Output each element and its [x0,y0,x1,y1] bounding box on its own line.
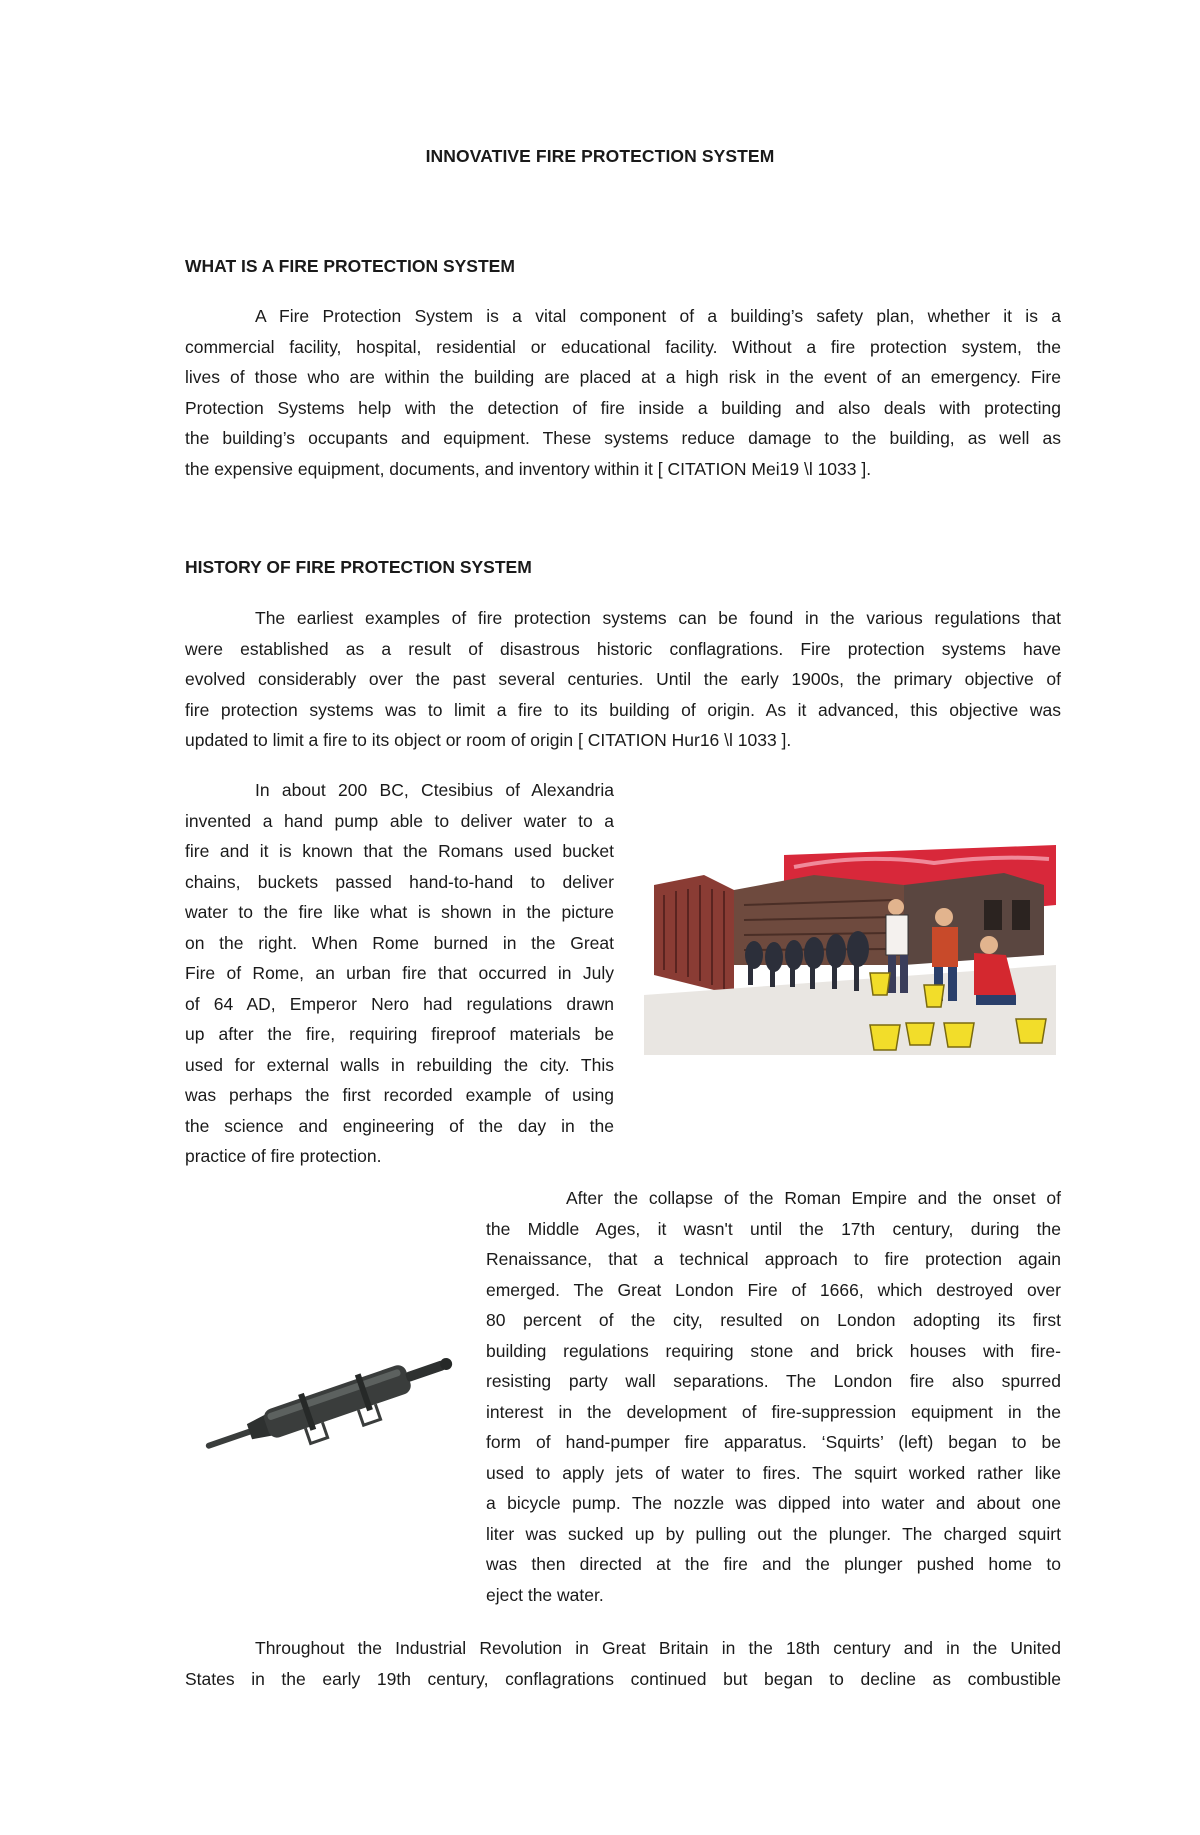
crouching-worker [974,953,1016,995]
text-line: on the right. When Rome burned in the Great [185,932,614,953]
worker-leg [900,955,908,993]
paragraph-renaissance [486,1183,1061,1610]
text-line: chains, buckets passed hand-to-hand to deliver [185,871,614,892]
text-line: Fire of Rome, an urban fire that occurred in July [185,963,614,983]
bucket-chain-illustration [644,845,1056,1055]
text-line: The earliest examples of fire protection systems can be found in the various regulations that [255,608,1061,628]
text-line: In about 200 BC, Ctesibius of Alexandria [255,780,614,800]
text-line: form of hand-pumper fire apparatus. ‘Squirts’ (left) began to be [486,1432,1061,1452]
squirt-svg [195,1350,460,1460]
squirt-plunger [405,1360,446,1382]
section-heading-history: HISTORY OF FIRE PROTECTION SYSTEM [185,557,532,577]
text-line: commercial facility, hospital, residential or educational facility. Without a fire protection system, the [185,336,1061,357]
section-heading-what-is: WHAT IS A FIRE PROTECTION SYSTEM [185,256,515,276]
text-line: A Fire Protection System is a vital component of a building’s safety plan, whether it is a [255,306,1061,326]
text-line: were established as a result of disastrous historic conflagrations. Fire protection systems have [185,638,1061,659]
text-line: of 64 AD, Emperor Nero had regulations drawn [185,993,614,1014]
worker-shirt [932,927,958,967]
left-building [654,875,734,995]
text-line: liter was sucked up by pulling out the plunger. The charged squirt [486,1523,1061,1544]
text-line: fire and it is known that the Romans used bucket [185,841,614,861]
head [888,899,904,915]
text-line: the Middle Ages, it wasn't until the 17th century, during the [486,1218,1061,1239]
text-line: lives of those who are within the building are placed at a high risk in the event of an emergency. Fire [185,367,1061,387]
text-line: building regulations requiring stone and brick houses with fire- [486,1340,1061,1361]
text-line: updated to limit a fire to its object or room of origin [ CITATION Hur16 \l 1033 ]. [185,730,792,750]
text-line: interest in the development of fire-suppression equipment in the [486,1401,1061,1422]
worker-shirt [886,915,908,955]
squirt-pump-image [195,1350,460,1460]
paragraph-definition [185,301,1061,484]
head [935,908,953,926]
paragraph-industrial [185,1633,1061,1694]
head [980,936,998,954]
text-line: invented a hand pump able to deliver water to a [185,810,614,831]
text-line: was perhaps the first recorded example of using [185,1085,614,1105]
text-line: emerged. The Great London Fire of 1666, which destroyed over [486,1279,1061,1300]
paragraph-ancient [185,775,614,1172]
text-line: water to the fire like what is shown in the picture [185,902,614,922]
bucket-chain-svg [644,845,1056,1055]
window [1012,900,1030,930]
text-line: Renaissance, that a technical approach to fire protection again [486,1249,1061,1269]
text-line: 80 percent of the city, resulted on London adopting its first [486,1310,1061,1330]
worker-leg [948,967,957,1001]
text-line: was then directed at the fire and the plunger pushed home to [486,1554,1061,1574]
page-title: INNOVATIVE FIRE PROTECTION SYSTEM [425,146,775,166]
text-line: used for external walls in rebuilding the city. This [185,1054,614,1075]
text-line: the building’s occupants and equipment. These systems reduce damage to the building, as well as [185,428,1061,448]
text-line: fire protection systems was to limit a fire to its building of origin. As it advanced, this objective was [185,699,1061,720]
squirt-nozzle [205,1428,254,1450]
text-line: Protection Systems help with the detection of fire inside a building and also deals with protecting [185,397,1061,418]
text-line: eject the water. [486,1584,604,1605]
text-line: resisting party wall separations. The London fire also spurred [486,1371,1061,1391]
text-line: States in the early 19th century, conflagrations continued but began to decline as combustible [185,1668,1061,1689]
paragraph-history-intro [185,603,1061,756]
text-line: After the collapse of the Roman Empire and the onset of [566,1188,1061,1208]
text-line: the science and engineering of the day in the [185,1115,614,1136]
text-line: the expensive equipment, documents, and inventory within it [ CITATION Mei19 \l 1033 ]. [185,458,872,479]
text-line: Throughout the Industrial Revolution in Great Britain in the 18th century and in the United [255,1638,1061,1658]
text-line: used to apply jets of water to fires. The squirt worked rather like [486,1462,1061,1483]
text-line: up after the fire, requiring fireproof materials be [185,1024,614,1044]
text-line: evolved considerably over the past several centuries. Until the early 1900s, the primary objective of [185,669,1061,689]
worker-leg [976,995,1016,1005]
text-line: practice of fire protection. [185,1146,382,1166]
window [984,900,1002,930]
text-line: a bicycle pump. The nozzle was dipped into water and about one [486,1493,1061,1513]
